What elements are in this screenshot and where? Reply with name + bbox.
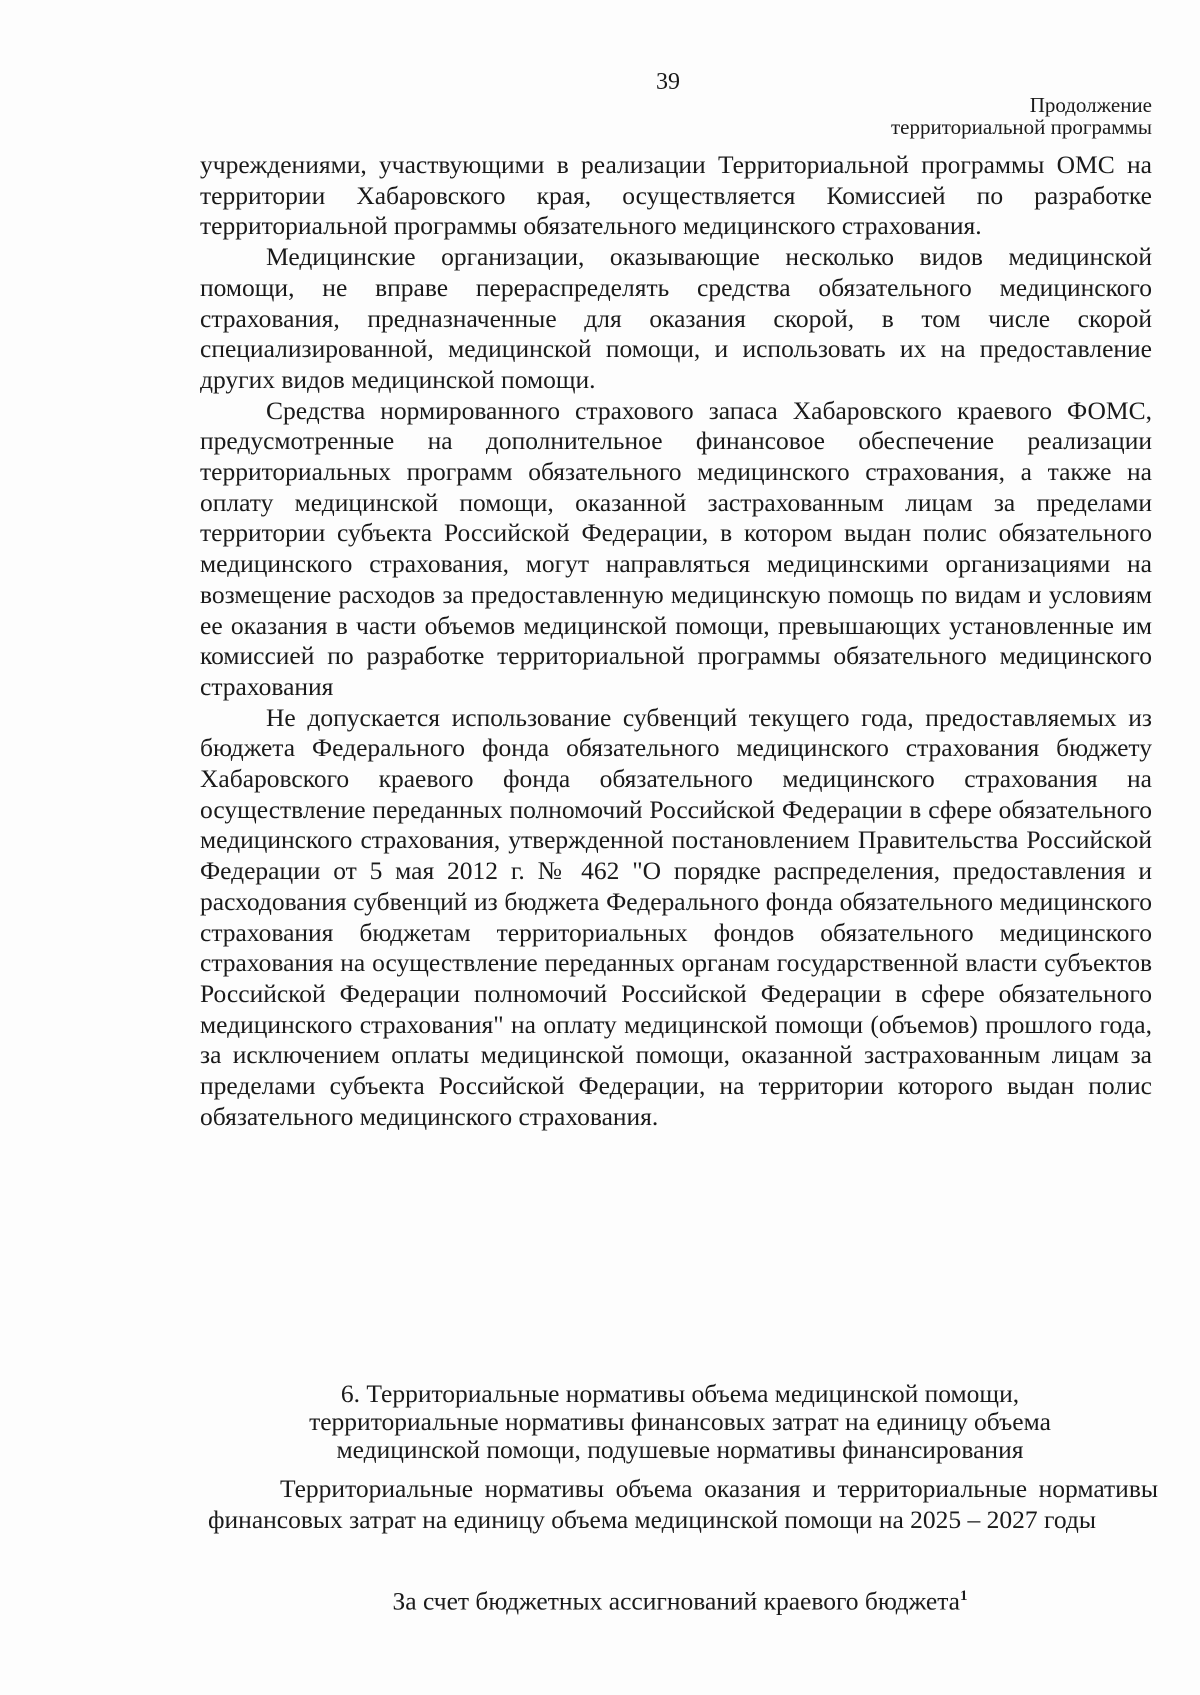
section-heading-line-3: медицинской помощи, подушевые нормативы финансирования <box>336 1435 1024 1464</box>
funding-source-text: За счет бюджетных ассигнований краевого бюджета <box>392 1586 960 1616</box>
paragraph-2: Медицинские организации, оказывающие несколько видов медицинской помощи, не вправе перераспределять средства обязательного медицинского страхования, предназначенные для оказания скорой, в том числе скорой специализированной, медицинской помощи, и использовать их на предоставление других видов медицинской помощи. <box>200 242 1152 394</box>
body-text <box>200 150 1152 1133</box>
section-heading-line-1: 6. Территориальные нормативы объема медицинской помощи, <box>340 1379 1020 1408</box>
paragraph-3: Средства нормированного страхового запаса Хабаровского краевого ФОМС, предусмотренные на дополнительное финансовое обеспечение реализации территориальных программ обязательного медицинского страхования, а также на оплату медицинской помощи, оказанной застрахованным лицам за пределами территории субъекта Российской Федерации, в котором выдан полис обязательного медицинского страхования, могут направляться медицинскими организациями на возмещение расходов за предоставленную медицинскую помощь по видам и условиям ее оказания в части объемов медицинской помощи, превышающих установленные им комиссией по разработке территориальной программы обязательного медицинского страхования <box>200 395 1152 701</box>
continuation-line-2: территориальной программы <box>890 115 1152 139</box>
continuation-label <box>891 94 1152 138</box>
section-heading <box>250 1380 1110 1464</box>
section-heading-line-2: территориальные нормативы финансовых затрат на единицу объема <box>309 1407 1051 1436</box>
footnote-mark: 1 <box>960 1588 968 1604</box>
funding-source-line <box>0 1581 1200 1617</box>
subsection-title: Территориальные нормативы объема оказания и территориальные нормативы финансовых затрат на единицу объема медицинской помощи на 2025 – 2027 годы <box>208 1474 1158 1534</box>
continuation-line-1: Продолжение <box>1029 93 1152 117</box>
paragraph-4: Не допускается использование субвенций текущего года, предоставляемых из бюджета Федерального фонда обязательного медицинского страхования бюджету Хабаровского краевого фонда обязательного медицинского страхования на осуществление переданных полномочий Российской Федерации в сфере обязательного медицинского страхования, утвержденной постановлением Правительства Российской Федерации от 5 мая 2012 г. № 462 "О порядке распределения, предоставления и расходования субвенций из бюджета Федерального фонда обязательного медицинского страхования бюджетам территориальных фондов обязательного медицинского страхования на осуществление переданных органам государственной власти субъектов Российской Федерации полномочий Российской Федерации в сфере обязательного медицинского страхования" на оплату медицинской помощи (объемов) прошлого года, за исключением оплаты медицинской помощи, оказанной застрахованным лицам за пределами субъекта Российской Федерации, на территории которого выдан полис обязательного медицинского страхования. <box>200 702 1152 1131</box>
page-number: 39 <box>656 69 680 95</box>
paragraph-1: учреждениями, участвующими в реализации Территориальной программы ОМС на территории Хабаровского края, осуществляется Комиссией по разработке территориальной программы обязательного медицинского страхования. <box>200 150 1152 241</box>
